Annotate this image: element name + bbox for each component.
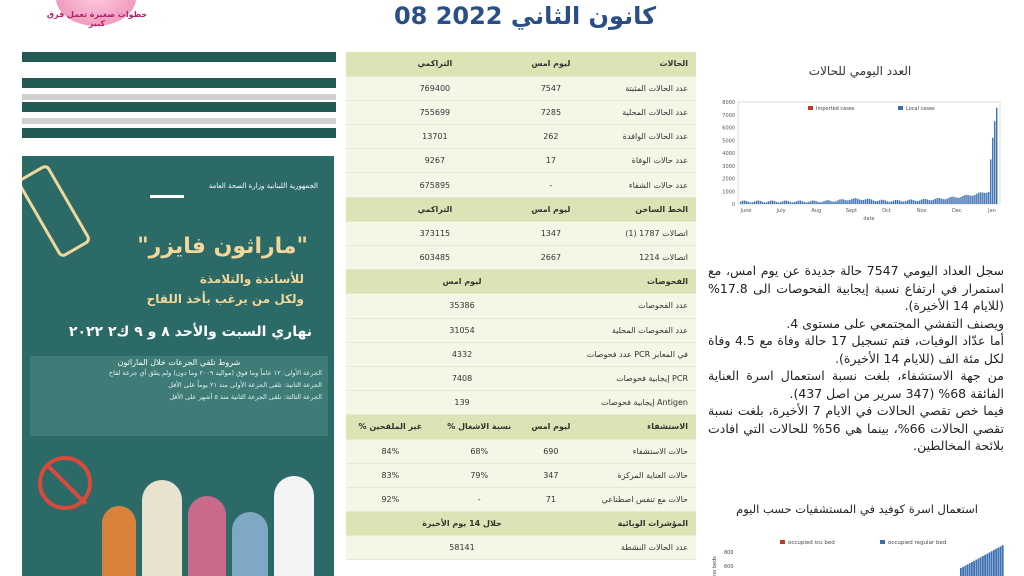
local-cases-bar — [940, 198, 941, 204]
local-cases-bar — [873, 201, 874, 204]
local-cases-bar — [946, 199, 947, 204]
local-cases-bar — [784, 201, 785, 204]
bed-bar — [980, 557, 982, 576]
local-cases-bar — [869, 199, 870, 204]
local-cases-bar — [805, 202, 806, 204]
y-tick-label: 800 — [724, 550, 734, 556]
bed-bar — [991, 551, 993, 576]
local-cases-bar — [907, 200, 908, 204]
table-cell: 262 — [524, 125, 578, 149]
header-cell: الاستشفاء — [578, 415, 696, 439]
local-cases-bar — [819, 202, 820, 204]
bed-bar — [975, 560, 977, 576]
condition-row: الجرعة الثانية: تلقى الجرعة الأولى منذ ٢١ يوماً على الأقل — [168, 381, 322, 389]
table-cell: عدد الحالات المحلية — [578, 100, 696, 124]
conditions-title: شروط تلقي الجرعات خلال الماراثون — [117, 358, 241, 367]
bed-bar — [986, 554, 988, 576]
poster-line: للأساتذة والتلامذة — [199, 272, 304, 286]
local-cases-bar — [796, 201, 797, 204]
table-row — [346, 294, 696, 318]
local-cases-bar — [958, 198, 959, 204]
bed-bar — [971, 562, 973, 576]
table-row — [346, 246, 696, 270]
y-tick-label: 5000 — [722, 138, 735, 145]
month-label: Aug — [811, 208, 822, 214]
y-tick-label: 6000 — [722, 125, 735, 132]
table-row — [346, 125, 696, 149]
header-cell: ليوم امس — [524, 415, 578, 439]
y-tick-label: 0 — [731, 202, 735, 208]
local-cases-bar — [913, 200, 914, 204]
local-cases-bar — [944, 199, 945, 204]
local-cases-bar — [762, 202, 763, 204]
condition-row: الجرعة الثالثة: تلقى الجرعة الثانية منذ ٥ أشهر على الأقل — [169, 393, 322, 401]
local-cases-bar — [927, 199, 928, 204]
local-cases-bar — [798, 201, 799, 204]
table-cell: 755699 — [346, 100, 524, 124]
local-cases-bar — [948, 198, 949, 204]
bed-bar — [984, 555, 986, 576]
table-row — [346, 536, 696, 560]
local-cases-bar — [849, 200, 850, 204]
table-cell: 769400 — [346, 76, 524, 100]
table-cell: 9267 — [346, 149, 524, 173]
local-cases-bar — [871, 200, 872, 204]
bed-bar — [978, 558, 980, 576]
local-cases-bar — [903, 202, 904, 204]
local-cases-bar — [841, 199, 842, 204]
plot-area — [738, 102, 1000, 204]
local-cases-bar — [776, 202, 777, 204]
decor-bar — [22, 102, 336, 112]
legend-label: occupied regular bed — [888, 540, 947, 546]
local-cases-bar — [766, 202, 767, 204]
bed-bar — [993, 550, 995, 576]
decor-bar — [22, 78, 336, 88]
table-row — [346, 366, 696, 390]
local-cases-bar — [742, 201, 743, 204]
table-cell: عدد الحالات الوافدة — [578, 125, 696, 149]
month-label: Sept — [845, 208, 858, 214]
legend-label: occupied icu bed — [788, 540, 835, 546]
logo-text: خطوات صغيرة تعمل فرق كبير — [46, 10, 148, 28]
syringe-icon — [22, 163, 92, 259]
table-cell: حالات مع تنفس اصطناعي — [578, 487, 696, 511]
table-cell: 35386 — [346, 294, 578, 318]
table-header-row — [346, 52, 696, 76]
local-cases-bar — [837, 200, 838, 204]
table-cell: - — [524, 173, 578, 197]
table-cell: عدد الفحوصات المحلية — [578, 318, 696, 342]
local-cases-bar — [881, 200, 882, 204]
local-cases-bar — [986, 193, 987, 204]
local-cases-bar — [936, 198, 937, 204]
local-cases-bar — [942, 199, 943, 204]
legend-swatch — [808, 106, 813, 110]
local-cases-bar — [911, 200, 912, 204]
local-cases-bar — [752, 202, 753, 204]
table-header-row — [346, 197, 696, 221]
table-header-row — [346, 512, 696, 536]
no-virus-icon — [38, 456, 92, 510]
local-cases-bar — [970, 196, 971, 204]
bed-bar — [989, 552, 991, 576]
local-cases-bar — [976, 194, 977, 204]
local-cases-bar — [891, 201, 892, 204]
legend-label: Imported cases — [816, 106, 855, 112]
local-cases-bar — [800, 201, 801, 204]
summary-line: سجل العداد اليومي 7547 حالة جديدة عن يوم امس، مع استمرار في ارتفاع نسبة إيجابية الفحوصات الى 17.8% (للايام 14 الأخيرة). — [708, 263, 1004, 313]
table-header-row — [346, 415, 696, 439]
local-cases-bar — [919, 201, 920, 204]
table-cell: عدد فحوصات PCR في المعابر — [578, 342, 696, 366]
header-cell: % نسبة الاشغال — [435, 415, 524, 439]
local-cases-bar — [813, 201, 814, 204]
local-cases-bar — [827, 200, 828, 204]
local-cases-bar — [833, 202, 834, 204]
local-cases-bar — [901, 201, 902, 204]
local-cases-bar — [770, 201, 771, 204]
local-cases-bar — [931, 200, 932, 204]
table-cell: 347 — [524, 463, 578, 487]
local-cases-bar — [972, 196, 973, 204]
local-cases-bar — [867, 199, 868, 204]
table-cell: 84% — [346, 439, 435, 463]
local-cases-bar — [974, 195, 975, 204]
page-title: 08 كانون الثاني 2022 — [393, 2, 657, 30]
local-cases-bar — [790, 202, 791, 204]
y-tick-label: 1000 — [722, 189, 735, 196]
local-cases-bar — [802, 201, 803, 204]
table-cell: - — [435, 487, 524, 511]
table-row — [346, 463, 696, 487]
chart-title: العدد اليومي للحالات — [808, 64, 912, 78]
decor-bar — [22, 94, 336, 100]
local-cases-bar — [988, 192, 989, 204]
local-cases-bar — [964, 195, 965, 204]
people-illustration — [92, 461, 322, 576]
local-cases-bar — [968, 195, 969, 204]
table-cell: عدد الحالات النشطة — [578, 536, 696, 560]
local-cases-bar — [831, 201, 832, 204]
local-cases-bar — [772, 201, 773, 204]
table-row — [346, 391, 696, 415]
summary-line: فيما خص تقصي الحالات في الايام 7 الأخيرة، بلغت نسبة تقصي الحالات 66%، بينما هي 56% للحالات التي افادت بلائحة المخالطين. — [708, 403, 1004, 453]
local-cases-bar — [774, 201, 775, 204]
vaccination-poster — [22, 156, 334, 576]
local-cases-bar — [811, 201, 812, 204]
table-cell: 79% — [435, 463, 524, 487]
ministry-label: الجمهورية اللبنانية وزارة الصحة العامة — [208, 182, 318, 190]
local-cases-bar — [861, 200, 862, 204]
table-row — [346, 100, 696, 124]
local-cases-bar — [917, 201, 918, 204]
table-cell: 71 — [524, 487, 578, 511]
header-cell: التراكمي — [346, 197, 524, 221]
table-cell: اتصالات 1214 — [578, 246, 696, 270]
local-cases-bar — [815, 201, 816, 204]
legend-swatch — [898, 106, 903, 110]
decor-bar — [22, 118, 336, 124]
local-cases-bar — [879, 200, 880, 204]
bed-bar — [1002, 545, 1004, 576]
local-cases-bar — [853, 198, 854, 204]
daily-cases-chart — [710, 58, 1010, 240]
poster-line: ولكل من يرغب بأخذ اللقاح — [146, 292, 304, 306]
table-row — [346, 76, 696, 100]
campaign-logo — [38, 0, 156, 30]
table-cell: 68% — [435, 439, 524, 463]
month-label: June — [740, 208, 752, 214]
local-cases-bar — [889, 202, 890, 204]
local-cases-bar — [786, 201, 787, 204]
local-cases-bar — [809, 201, 810, 204]
bed-bar — [997, 548, 999, 576]
local-cases-bar — [817, 202, 818, 204]
table-row — [346, 173, 696, 197]
bed-usage-svg — [710, 524, 1010, 576]
local-cases-bar — [877, 201, 878, 204]
local-cases-bar — [962, 196, 963, 204]
local-cases-bar — [909, 200, 910, 204]
local-cases-bar — [748, 202, 749, 204]
local-cases-bar — [804, 202, 805, 204]
table-cell: 139 — [346, 391, 578, 415]
header-cell: التراكمي — [346, 52, 524, 76]
y-axis-label: no beds — [712, 556, 718, 576]
local-cases-bar — [923, 199, 924, 204]
decor-bar — [22, 52, 336, 62]
y-tick-label: 3000 — [722, 163, 735, 170]
header-cell: ليوم امس — [524, 197, 578, 221]
local-cases-bar — [954, 197, 955, 204]
table-header-row — [346, 270, 696, 294]
y-tick-label: 7000 — [722, 112, 735, 119]
local-cases-bar — [782, 201, 783, 204]
table-cell: 603485 — [346, 246, 524, 270]
local-cases-bar — [740, 201, 741, 204]
table-cell: عدد الحالات المثبتة — [578, 76, 696, 100]
header-cell: الفحوصات — [578, 270, 696, 294]
bed-bar — [982, 556, 984, 576]
local-cases-bar — [857, 199, 858, 204]
local-cases-bar — [893, 201, 894, 204]
table-cell: 2667 — [524, 246, 578, 270]
local-cases-bar — [756, 201, 757, 204]
local-cases-bar — [921, 200, 922, 204]
month-label: Oct — [882, 208, 891, 214]
local-cases-bar — [925, 199, 926, 204]
table-cell: اتصالات 1787 (1) — [578, 221, 696, 245]
local-cases-bar — [865, 199, 866, 204]
local-cases-bar — [760, 201, 761, 204]
header-cell: ليوم امس — [524, 52, 578, 76]
local-cases-bar — [915, 201, 916, 204]
month-label: July — [776, 208, 786, 214]
local-cases-bar — [933, 200, 934, 204]
table-cell: 92% — [346, 487, 435, 511]
local-cases-bar — [746, 201, 747, 204]
local-cases-bar — [843, 200, 844, 204]
local-cases-bar — [754, 201, 755, 204]
local-cases-bar — [994, 121, 995, 204]
local-cases-bar — [744, 201, 745, 204]
table-cell: 17 — [524, 149, 578, 173]
local-cases-bar — [990, 159, 991, 204]
table-cell: حالات العناية المركزة — [578, 463, 696, 487]
table-cell: 4332 — [346, 342, 578, 366]
local-cases-bar — [792, 202, 793, 204]
local-cases-bar — [825, 200, 826, 204]
local-cases-bar — [883, 200, 884, 204]
local-cases-bar — [750, 202, 751, 204]
month-label: Dec — [952, 208, 962, 214]
local-cases-bar — [839, 199, 840, 204]
local-cases-bar — [938, 198, 939, 204]
local-cases-bar — [980, 192, 981, 204]
table-cell: 373115 — [346, 221, 524, 245]
y-tick-label: 2000 — [722, 176, 735, 183]
y-tick-label: 4000 — [722, 151, 735, 157]
table-row — [346, 487, 696, 511]
local-cases-bar — [929, 200, 930, 204]
local-cases-bar — [845, 200, 846, 204]
local-cases-bar — [978, 193, 979, 204]
local-cases-bar — [780, 202, 781, 204]
local-cases-bar — [875, 201, 876, 204]
local-cases-bar — [895, 200, 896, 204]
local-cases-bar — [966, 195, 967, 204]
local-cases-bar — [934, 199, 935, 204]
header-cell: الحالات — [578, 52, 696, 76]
local-cases-bar — [859, 200, 860, 204]
header-cell: الخط الساخن — [578, 197, 696, 221]
bed-bar — [960, 568, 962, 576]
poster-title: "ماراثون فايزر" — [137, 234, 308, 259]
table-cell: 31054 — [346, 318, 578, 342]
table-row — [346, 439, 696, 463]
y-tick-label: 600 — [724, 564, 734, 570]
bed-usage-chart — [710, 524, 1010, 576]
local-cases-bar — [863, 200, 864, 204]
month-label: Nov — [916, 208, 927, 214]
bed-bar — [962, 567, 964, 576]
table-cell: إيجابية فحوصات Antigen — [578, 391, 696, 415]
month-label: Jan — [988, 208, 996, 214]
local-cases-bar — [897, 200, 898, 204]
local-cases-bar — [887, 201, 888, 204]
local-cases-bar — [899, 200, 900, 204]
local-cases-bar — [984, 193, 985, 204]
condition-row: الجرعة الأولى: ١٢ عاماً وما فوق (مواليد ٢٠٠٩ وما دون) ولم يتلق أي جرعة لقاح — [108, 369, 322, 377]
table-cell: عدد الفحوصات — [578, 294, 696, 318]
table-cell: 675895 — [346, 173, 524, 197]
local-cases-bar — [950, 197, 951, 204]
legend-swatch — [880, 540, 885, 544]
table-cell: 7285 — [524, 100, 578, 124]
local-cases-bar — [829, 201, 830, 204]
local-cases-bar — [905, 201, 906, 204]
summary-line: أما عدّاد الوفيات، فتم تسجيل 17 حالة وفاة مع 4.5 وفاة لكل مئة الف (للايام 14 الأخيرة). — [708, 333, 1004, 366]
bed-bar — [967, 564, 969, 576]
conditions-box — [30, 356, 328, 436]
table-cell: حالات الاستشفاء — [578, 439, 696, 463]
local-cases-bar — [851, 199, 852, 204]
table-cell: 7547 — [524, 76, 578, 100]
local-cases-bar — [764, 202, 765, 204]
local-cases-bar — [996, 108, 997, 204]
y-tick-label: 8000 — [722, 100, 735, 106]
bed-bar — [964, 566, 966, 576]
local-cases-bar — [992, 138, 993, 204]
local-cases-bar — [847, 200, 848, 204]
bed-bar — [995, 549, 997, 576]
x-axis-label: date — [863, 216, 875, 222]
table-cell: 1347 — [524, 221, 578, 245]
header-cell: المؤشرات الوبائية — [578, 512, 696, 536]
legend-swatch — [780, 540, 785, 544]
bed-bar — [1000, 546, 1002, 576]
local-cases-bar — [788, 201, 789, 204]
table-row — [346, 149, 696, 173]
local-cases-bar — [960, 197, 961, 204]
header-cell: ليوم امس — [346, 270, 578, 294]
local-cases-bar — [956, 198, 957, 204]
summary-line: من جهة الاستشفاء، بلغت نسبة استعمال اسرة العناية الفائقة 68% (347 سرير من اصل 437). — [708, 368, 1004, 401]
local-cases-bar — [821, 202, 822, 204]
decor-bar — [22, 128, 336, 138]
summary-paragraph — [708, 262, 1004, 455]
table-row — [346, 318, 696, 342]
local-cases-bar — [823, 201, 824, 204]
table-row — [346, 342, 696, 366]
local-cases-bar — [952, 197, 953, 204]
header-cell: % غير الملقحين — [346, 415, 435, 439]
bed-chart-title: استعمال اسرة كوفيد في المستشفيات حسب اليوم — [736, 502, 978, 516]
table-cell: 83% — [346, 463, 435, 487]
summary-line: ويصنف التفشي المجتمعي على مستوى 4. — [786, 315, 1004, 331]
table-cell: 690 — [524, 439, 578, 463]
local-cases-bar — [768, 201, 769, 204]
table-cell: 58141 — [346, 536, 578, 560]
local-cases-bar — [807, 202, 808, 204]
local-cases-bar — [885, 200, 886, 204]
bed-bar — [973, 561, 975, 576]
local-cases-bar — [855, 198, 856, 204]
table-cell: إيجابية فحوصات PCR — [578, 366, 696, 390]
book-icon — [150, 176, 184, 198]
table-cell: 7408 — [346, 366, 578, 390]
stats-table — [346, 52, 696, 560]
local-cases-bar — [778, 202, 779, 204]
local-cases-bar — [835, 201, 836, 204]
table-cell: 13701 — [346, 125, 524, 149]
local-cases-bar — [982, 193, 983, 204]
local-cases-bar — [794, 202, 795, 204]
table-cell: عدد حالات الوفاة — [578, 149, 696, 173]
header-cell: خلال 14 يوم الأخيرة — [346, 512, 578, 536]
legend-label: Local cases — [906, 106, 935, 112]
local-cases-bar — [758, 201, 759, 204]
table-row — [346, 221, 696, 245]
bed-bar — [969, 563, 971, 576]
daily-cases-svg — [710, 58, 1010, 240]
table-cell: عدد حالات الشفاء — [578, 173, 696, 197]
poster-date: نهاري السبت والأحد ٨ و ٩ ك٢ ٢٠٢٢ — [68, 324, 312, 340]
